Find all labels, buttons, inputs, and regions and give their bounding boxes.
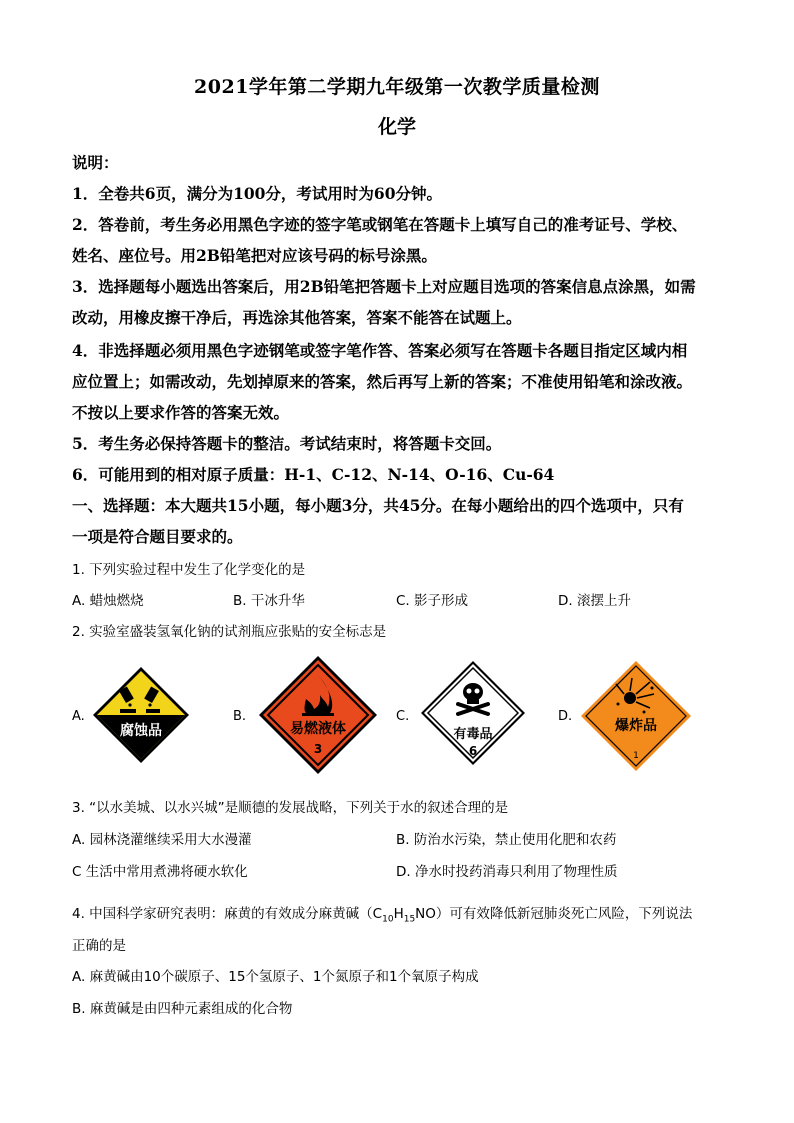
instruction-line: 改动，用橡皮擦干净后，再选涂其他答案，答案不能答在试题上。 [72,308,522,327]
flammable-class-number: 3 [313,742,323,756]
question-3-stem: 3. “以水美城、以水兴城”是顺德的发展战略，下列关于水的叙述合理的是 [72,800,509,816]
instruction-line: 应位置上；如需改动，先划掉原来的答案，然后再写上新的答案；不准使用铅笔和涂改液。 [72,372,693,391]
q3-option-d: D. 净水时投药消毒只利用了物理性质 [396,864,618,880]
instructions-heading: 说明： [72,153,119,172]
q2-option-b-letter: B. [233,709,247,724]
q4-option-a: A. 麻黄碱由10个碳原子、15个氢原子、1个氮原子和1个氧原子构成 [72,969,479,985]
instruction-line: 6．可能用到的相对原子质量：H-1、C-12、N-14、O-16、Cu-64 [72,465,555,484]
corrosive-sign [92,666,190,764]
q1-option-a: A. 蜡烛燃烧 [72,593,144,609]
q3-option-b: B. 防治水污染，禁止使用化肥和农药 [396,832,617,848]
question-1-stem: 1. 下列实验过程中发生了化学变化的是 [72,562,306,578]
toxic-sign [420,660,526,766]
q2-option-d-letter: D. [558,709,573,724]
instruction-line: 2．答卷前，考生务必用黑色字迹的签字笔或钢笔在答题卡上填写自己的准考证号、学校、 [72,215,688,234]
flammable-label: 易燃液体 [290,721,346,737]
instruction-line: 1．全卷共6页，满分为100分，考试用时为60分钟。 [72,184,442,203]
q4-option-b: B. 麻黄碱是由四种元素组成的化合物 [72,1001,293,1017]
toxic-class-number: 6 [468,744,478,758]
instruction-line: 不按以上要求作答的答案无效。 [72,403,290,422]
toxic-label: 有毒品 [453,727,493,742]
explosive-sign [580,660,692,772]
flammable-liquid-sign [258,655,378,775]
instruction-line: 姓名、座位号。用2B铅笔把对应该号码的标号涂黑。 [72,246,437,265]
exam-title: 2021学年第二学期九年级第一次教学质量检测 [194,76,600,98]
section-heading: 一项是符合题目要求的。 [72,527,243,546]
explosive-class-number: 1 [633,751,639,761]
section-heading: 一、选择题：本大题共15小题，每小题3分，共45分。在每小题给出的四个选项中，只有 [72,496,684,515]
q2-option-c-letter: C. [396,709,410,724]
instruction-line: 3．选择题每小题选出答案后，用2B铅笔把答题卡上对应题目选项的答案信息点涂黑，如需 [72,277,696,296]
q1-option-c: C. 影子形成 [396,593,469,609]
corrosive-label: 腐蚀品 [120,723,162,739]
instruction-line: 5．考生务必保持答题卡的整洁。考试结束时，将答题卡交回。 [72,434,502,453]
q1-option-b: B. 干冰升华 [233,593,305,609]
subject-title: 化学 [377,116,416,138]
explosive-label: 爆炸品 [615,718,657,734]
q2-option-a-letter: A. [72,709,85,724]
question-4-stem: 4. 中国科学家研究表明：麻黄的有效成分麻黄碱$(C_{10}H_{15}NO)$可有效降低新冠肺炎死亡风险，下列说法 [72,906,693,925]
q1-option-d: D. 滚摆上升 [558,593,631,609]
q3-option-a: A. 园林浇灌继续采用大水漫灌 [72,832,252,848]
instruction-line: 4．非选择题必须用黑色字迹钢笔或签字笔作答、答案必须写在答题卡各题目指定区域内相 [72,341,688,360]
q3-option-c: C 生活中常用煮沸将硬水软化 [72,864,248,880]
question-4-stem-continued: 正确的是 [72,938,126,954]
question-2-stem: 2. 实验室盛装氢氧化钠的试剂瓶应张贴的安全标志是 [72,624,387,640]
